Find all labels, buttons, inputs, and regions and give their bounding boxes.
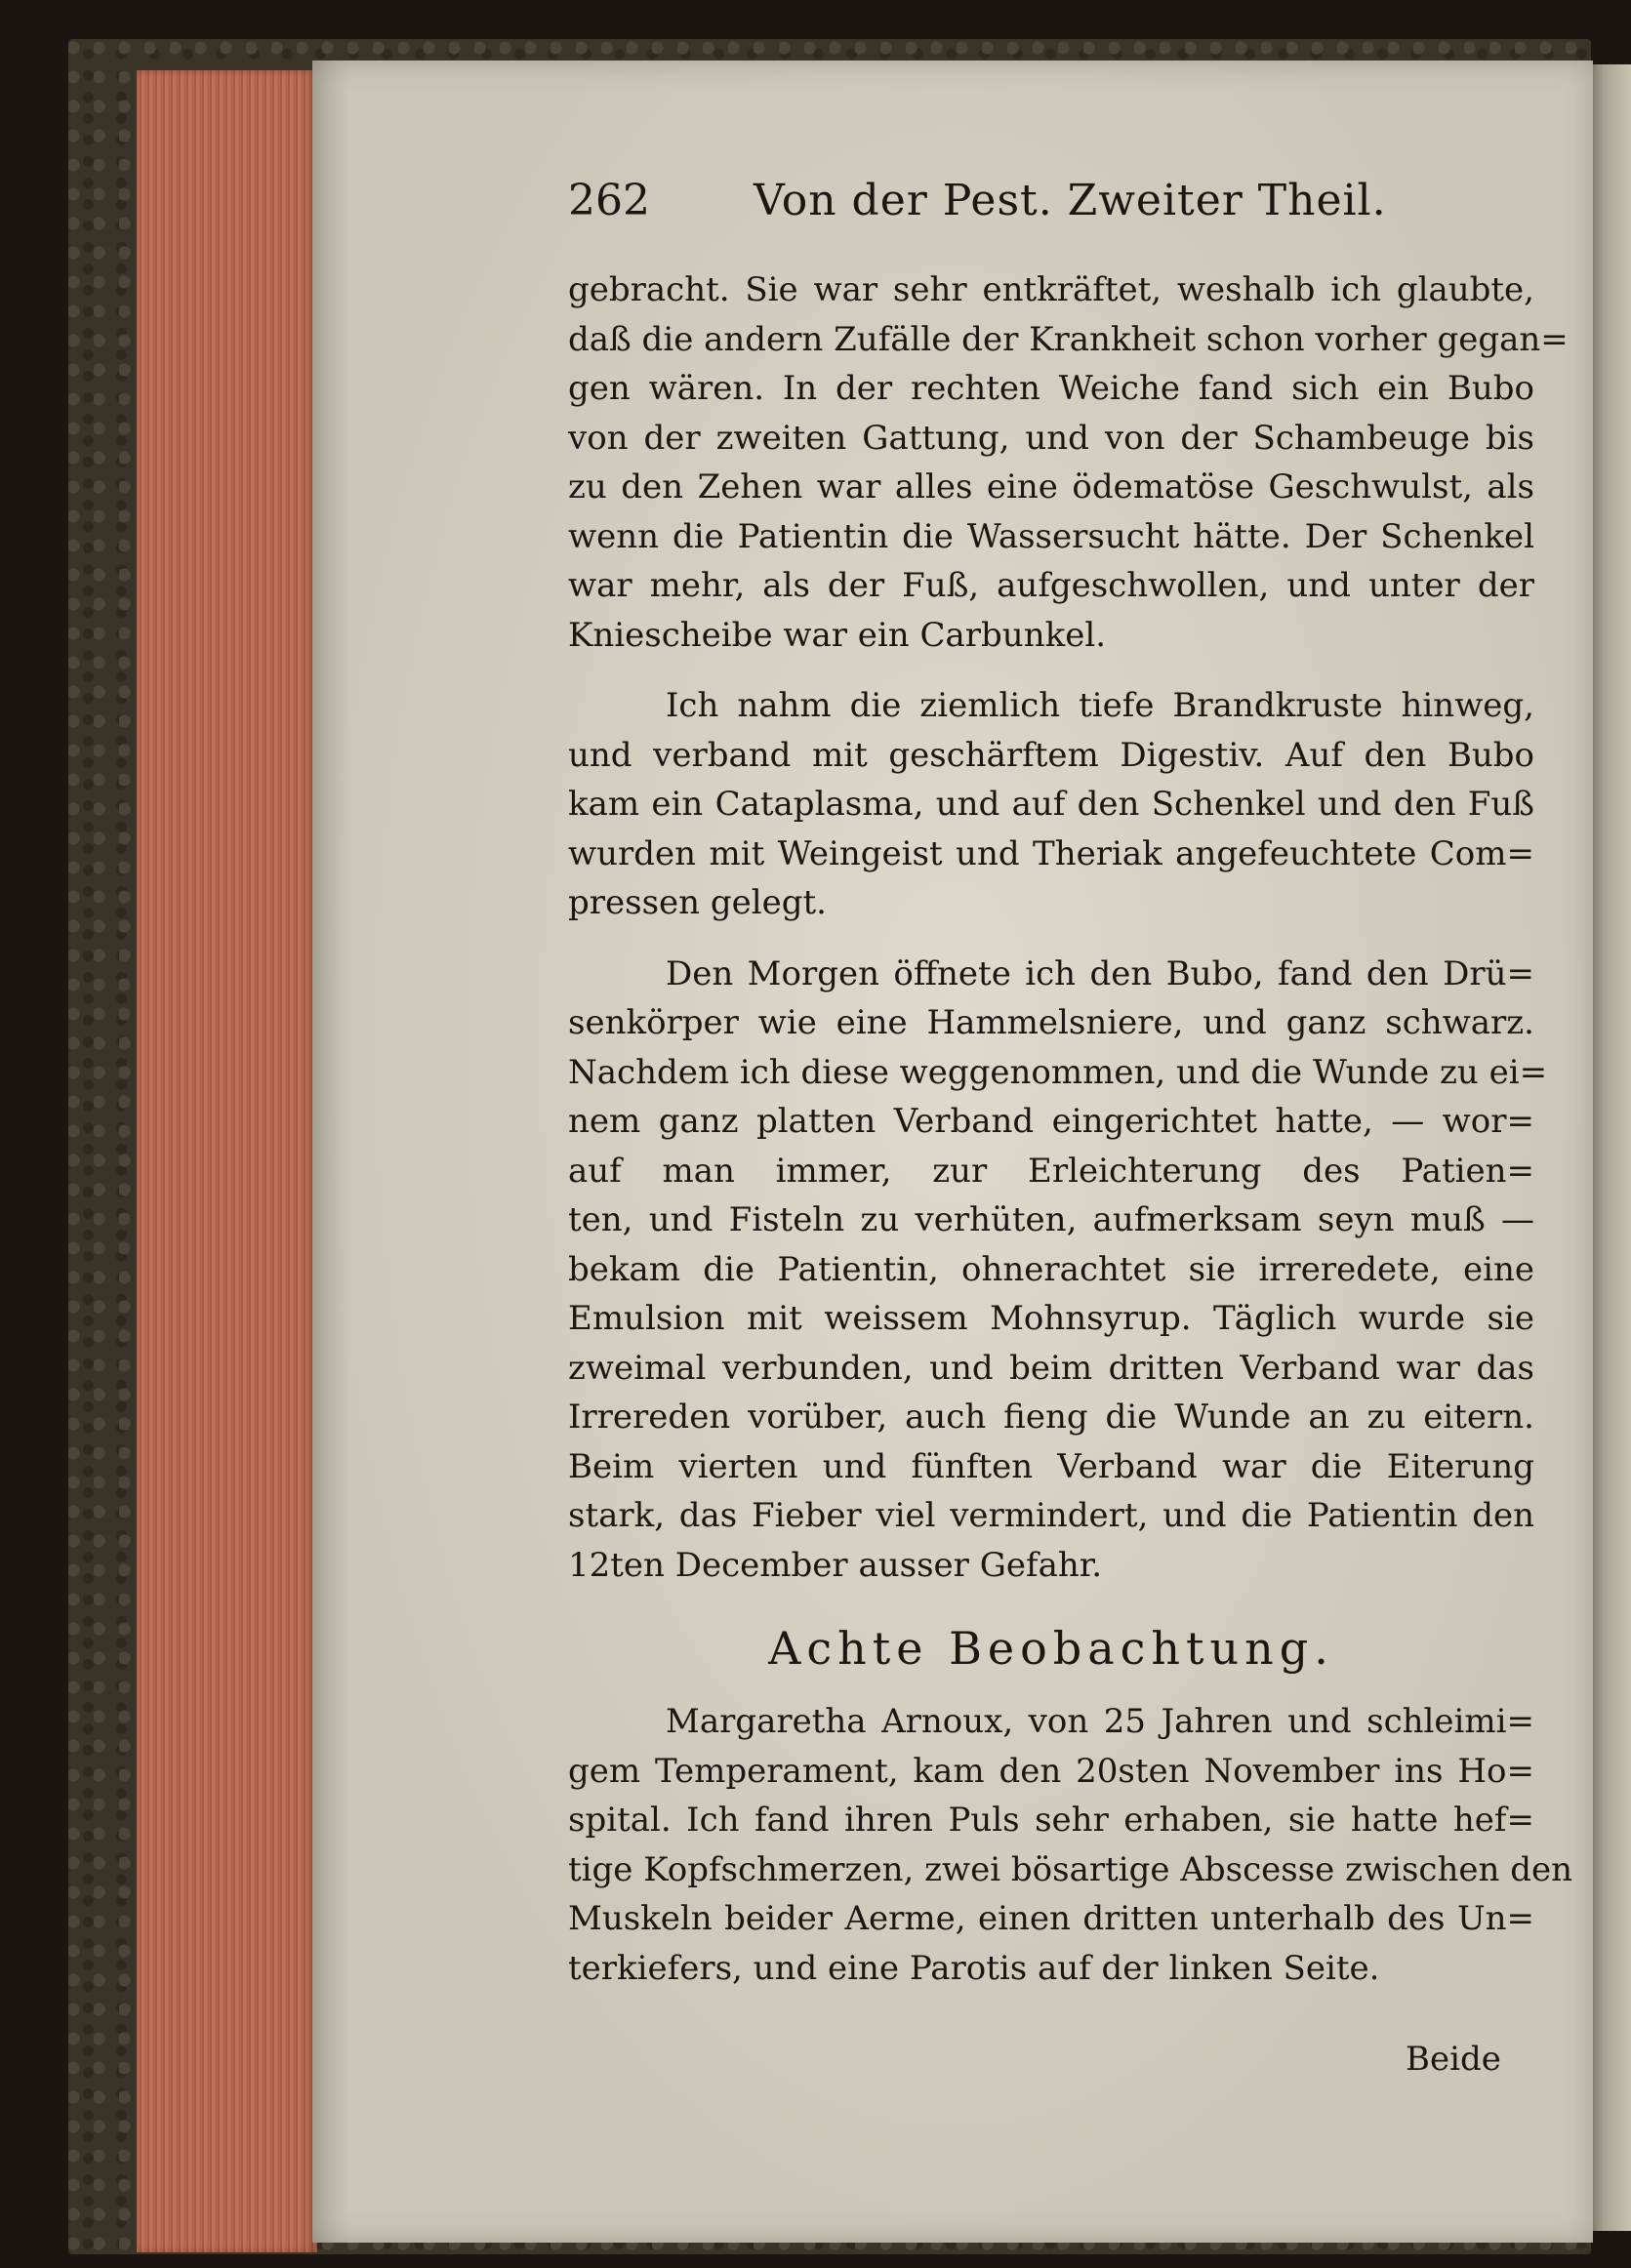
text-line: senkörper wie eine Hammelsniere, und ganz schwarz.	[568, 1003, 1534, 1042]
text-line: Irrereden vorüber, auch fieng die Wunde an zu eitern.	[568, 1397, 1534, 1437]
text-line: Muskeln beider Aerme, einen dritten unterhalb des Un=	[568, 1899, 1534, 1938]
text-line: Emulsion mit weissem Mohnsyrup. Täglich wurde sie	[568, 1299, 1534, 1338]
text-line: von der zweiten Gattung, und von der Schambeuge bis	[568, 418, 1534, 458]
text-line: gebracht. Sie war sehr entkräftet, weshalb ich glaubte,	[568, 270, 1534, 309]
text-line: Kniescheibe war ein Carbunkel.	[568, 615, 1107, 655]
text-line: stark, das Fieber viel vermindert, und die Patientin den	[568, 1496, 1534, 1535]
text-line: wenn die Patientin die Wassersucht hätte. Der Schenkel	[568, 516, 1534, 556]
text-line: Margaretha Arnoux, von 25 Jahren und schleimi=	[666, 1702, 1534, 1741]
text-line: wurden mit Weingeist und Theriak angefeuchtete Com=	[568, 833, 1534, 873]
paragraph-2	[568, 681, 1534, 928]
text-line: auf man immer, zur Erleichterung des Patien=	[568, 1151, 1534, 1191]
text-line: spital. Ich fand ihren Puls sehr erhaben, sie hatte hef=	[568, 1801, 1534, 1840]
paragraph-3	[568, 950, 1548, 1591]
text-line: Den Morgen öffnete ich den Bubo, fand den Drü=	[666, 953, 1534, 993]
page-number: 262	[568, 176, 650, 225]
text-line: und verband mit geschärftem Digestiv. Auf den Bubo	[568, 735, 1534, 775]
text-line: zweimal verbunden, und beim dritten Verband war das	[568, 1348, 1534, 1388]
paragraph-section	[568, 1697, 1572, 1993]
text-line: terkiefers, und eine Parotis auf der linken Seite.	[568, 1948, 1380, 1988]
text-line: Beim vierten und fünften Verband war die Eiterung	[568, 1446, 1534, 1486]
text-line: nem ganz platten Verband eingerichtet hatte, — wor=	[568, 1102, 1534, 1141]
page-edges	[137, 70, 317, 2252]
text-line: Nachdem ich diese weggenommen, und die Wunde zu ei=	[568, 1052, 1548, 1092]
running-title: Von der Pest. Zweiter Theil.	[754, 176, 1387, 225]
text-line: zu den Zehen war alles eine ödematöse Geschwulst, als	[568, 467, 1534, 506]
text-line: gen wären. In der rechten Weiche fand sich ein Bubo	[568, 369, 1534, 408]
text-line: gem Temperament, kam den 20sten November ins Ho=	[568, 1751, 1534, 1791]
text-line: war mehr, als der Fuß, aufgeschwollen, und unter der	[568, 566, 1534, 605]
text-line: ten, und Fisteln zu verhüten, aufmerksam seyn muß —	[568, 1200, 1534, 1239]
catchword: Beide	[1406, 2040, 1501, 2079]
text-line: Ich nahm die ziemlich tiefe Brandkruste hinweg,	[666, 686, 1534, 725]
page-body	[568, 265, 1572, 2014]
text-line: 12ten December ausser Gefahr.	[568, 1545, 1103, 1585]
section-heading: Achte Beobachtung.	[768, 1622, 1334, 1675]
running-head	[568, 172, 1525, 230]
text-line: pressen gelegt.	[568, 883, 827, 922]
text-line: tige Kopfschmerzen, zwei bösartige Abscesse zwischen den	[568, 1849, 1572, 1889]
text-line: bekam die Patientin, ohnerachtet sie irreredete, eine	[568, 1249, 1534, 1289]
text-line: kam ein Cataplasma, und auf den Schenkel und den Fuß	[568, 785, 1534, 824]
paragraph-1	[568, 265, 1569, 660]
text-line: daß die andern Zufälle der Krankheit schon vorher gegan=	[568, 319, 1569, 359]
